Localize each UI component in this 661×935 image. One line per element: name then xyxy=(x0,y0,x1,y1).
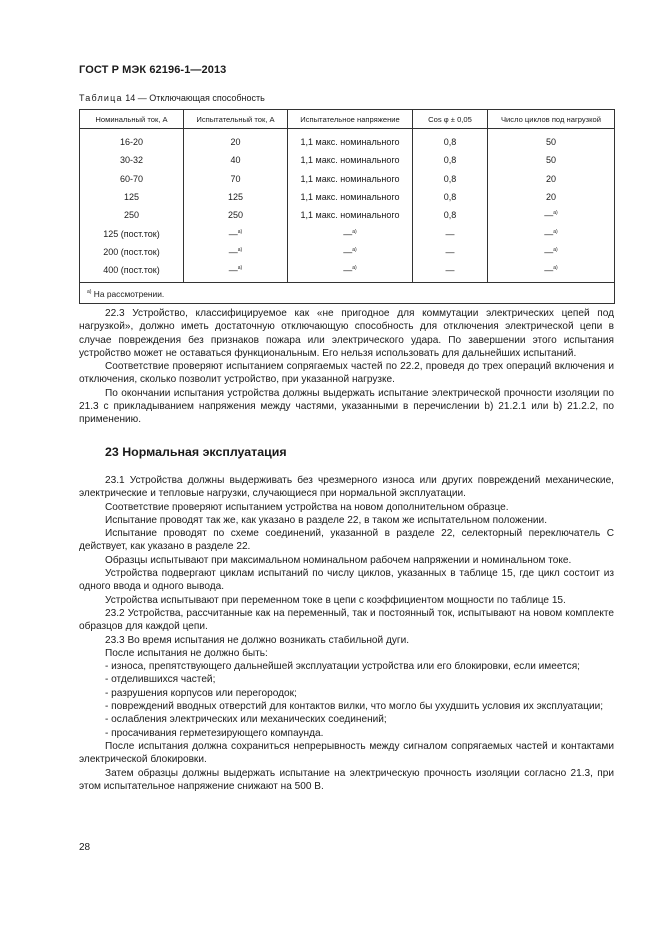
table-cell xyxy=(184,243,288,261)
cell-value: — xyxy=(343,228,353,239)
cell-value: — xyxy=(228,246,238,257)
table-caption-prefix: Таблица xyxy=(79,93,123,103)
paragraph: Устройства испытывают при переменном токе в цепи с коэффициентом мощности по таблице 15. xyxy=(105,594,566,606)
table-cell: 0,8 xyxy=(413,129,488,152)
paragraph: 23.3 Во время испытания не должно возникать стабильной дуги. xyxy=(105,634,410,646)
table-cell: 70 xyxy=(184,170,288,188)
table-cell: 20 xyxy=(488,188,615,206)
table-row xyxy=(80,170,615,188)
table-footnote-row xyxy=(80,283,615,304)
cell-value: — xyxy=(544,210,554,221)
table-cell: 50 xyxy=(488,129,615,152)
table-cell: 250 xyxy=(184,206,288,224)
table-cell: 1,1 макс. номинального xyxy=(288,188,413,206)
list-item: - повреждений вводных отверстий для контактов вилки, что могло бы ухудшить условия их эксплуатации; xyxy=(105,701,604,713)
paragraph: 23.2 Устройства, рассчитанные как на переменный, так и постоянный ток, испытывают на новом комплекте образцов для каждой цепи. xyxy=(79,607,614,633)
table-cell xyxy=(488,224,615,242)
paragraph: Испытание проводят по схеме соединений, указанной в разделе 22, селекторный переключатель С действует, как указано в разделе 22. xyxy=(79,528,614,553)
footnote-ref: a) xyxy=(352,228,357,235)
footnote-ref: a) xyxy=(352,265,357,272)
column-header: Номинальный ток, А xyxy=(80,110,184,129)
table-cell: 0,8 xyxy=(413,151,488,169)
footnote-ref: a) xyxy=(553,246,558,253)
table-cell: 1,1 макс. номинального xyxy=(288,129,413,152)
table-cell: 0,8 xyxy=(413,170,488,188)
table-cell xyxy=(488,243,615,261)
cell-value: — xyxy=(228,228,238,239)
table-cell: 250 xyxy=(80,206,184,224)
table-cell: 200 (пост.ток) xyxy=(80,243,184,261)
table-cell: 1,1 макс. номинального xyxy=(288,206,413,224)
table-row xyxy=(80,224,615,242)
table-cell: — xyxy=(413,261,488,283)
footnote-ref: a) xyxy=(553,265,558,272)
paragraph: Соответствие проверяют испытанием устройства на новом дополнительном образце. xyxy=(105,501,509,513)
table-cell: 1,1 макс. номинального xyxy=(288,151,413,169)
cell-value: — xyxy=(544,246,554,257)
paragraph: 22.3 Устройство, классифицируемое как «не пригодное для коммутации электрических цепей под нагрузкой», должно иметь достаточную отключающую способность для отключения электрической цепи в случае повреждения без признаков пожара или электрического удара. По завершении этого испытания устройство может не оставаться функциональным. Его нельзя использовать для дальнейших испытаний. xyxy=(79,308,614,359)
table-cell: 60-70 xyxy=(80,170,184,188)
paragraph: Затем образцы должны выдержать испытание на электрическую прочность изоляции согласно 21.3, при этом испытательное напряжение снижают на 500 В. xyxy=(79,767,614,792)
footnote-ref: a) xyxy=(352,246,357,253)
column-header: Число циклов под нагрузкой xyxy=(488,110,615,129)
table-cell: 0,8 xyxy=(413,188,488,206)
table-cell: — xyxy=(413,224,488,242)
paragraph: Соответствие проверяют испытанием сопрягаемых частей по 22.2, проведя до трех операций включения и отключения, сколько позволит устройство, при указанной нагрузке. xyxy=(79,361,614,386)
table-cell: 20 xyxy=(184,129,288,152)
document-header: ГОСТ Р МЭК 62196-1—2013 xyxy=(79,64,227,76)
table-cell: 20 xyxy=(488,170,615,188)
table-caption-title: 14 — Отключающая способность xyxy=(122,93,265,103)
paragraph: После испытания должна сохраниться непрерывность между сигналом сопрягаемых частей и контактами электрической блокировки. xyxy=(79,740,614,766)
table-row xyxy=(80,261,615,283)
table-cell xyxy=(288,243,413,261)
table-row xyxy=(80,206,615,224)
cell-value: — xyxy=(228,265,238,276)
table-row xyxy=(80,243,615,261)
table-row xyxy=(80,188,615,206)
table-footnote xyxy=(80,283,615,304)
table-cell: 50 xyxy=(488,151,615,169)
footnote-ref: a) xyxy=(553,228,558,235)
table-cell: 125 xyxy=(184,188,288,206)
footnote-ref: a) xyxy=(237,228,243,235)
list-item: - отделившихся частей; xyxy=(105,674,216,686)
table-cell: 16-20 xyxy=(80,129,184,152)
list-item: - просачивания герметезирующего компаунда. xyxy=(105,727,324,739)
table-cell: 400 (пост.ток) xyxy=(80,261,184,283)
table-cell: 30-32 xyxy=(80,151,184,169)
cell-value: — xyxy=(343,265,353,276)
paragraph: Устройства подвергают циклам испытаний по числу циклов, указанных в таблице 15, где цикл состоит из одного ввода и одного вывода. xyxy=(79,568,614,593)
table-cell: 125 (пост.ток) xyxy=(80,224,184,242)
page-number: 28 xyxy=(79,842,91,853)
table-row xyxy=(80,151,615,169)
paragraph: Образцы испытывают при максимальном номинальном рабочем напряжении и номинальном токе. xyxy=(105,554,572,566)
footnote-ref: a) xyxy=(237,246,243,253)
cell-value: — xyxy=(544,265,554,276)
table-cell xyxy=(288,261,413,283)
table-cell: 40 xyxy=(184,151,288,169)
cell-value: — xyxy=(544,228,554,239)
section-heading: 23 Нормальная эксплуатация xyxy=(105,444,287,459)
table-cell xyxy=(184,261,288,283)
document-body xyxy=(79,307,614,793)
table-cell: 125 xyxy=(80,188,184,206)
table-cell xyxy=(488,261,615,283)
column-header: Испытательный ток, А xyxy=(184,110,288,129)
table-header-row xyxy=(80,110,615,129)
list-item: - износа, препятствующего дальнейшей эксплуатации устройства или его блокировки, если имеется; xyxy=(105,661,580,673)
list-item: - ослабления электрических или механических соединений; xyxy=(105,714,387,726)
table-cell: — xyxy=(413,243,488,261)
table-cell: 0,8 xyxy=(413,206,488,224)
table-cell xyxy=(184,224,288,242)
table-cell xyxy=(488,206,615,224)
footnote-text: На рассмотрении. xyxy=(91,289,165,300)
column-header: Испытательное напряжение xyxy=(288,110,413,129)
footnote-mark: a) xyxy=(87,289,92,296)
breaking-capacity-table xyxy=(79,109,615,304)
table-caption xyxy=(79,93,265,103)
table-cell: 1,1 макс. номинального xyxy=(288,170,413,188)
table-cell xyxy=(288,224,413,242)
paragraph: Испытание проводят так же, как указано в разделе 22, в таком же испытательном положении. xyxy=(105,514,548,526)
paragraph: По окончании испытания устройства должны выдержать испытание электрической прочности изоляции по 21.3 с прикладыванием напряжения между частями, указанными в перечислении b) 21.2.1 или b) 21.2.2, по применению. xyxy=(79,387,614,426)
cell-value: — xyxy=(343,246,353,257)
paragraph: 23.1 Устройства должны выдерживать без чрезмерного износа или других повреждений механические, электрические и тепловые нагрузки, случающиеся при нормальной эксплуатации. xyxy=(79,474,614,500)
footnote-ref: a) xyxy=(237,265,243,272)
paragraph: После испытания не должно быть: xyxy=(105,647,268,659)
footnote-ref: a) xyxy=(553,210,558,217)
list-item: - разрушения корпусов или перегородок; xyxy=(105,687,297,699)
table-row xyxy=(80,129,615,152)
column-header: Cos φ ± 0,05 xyxy=(413,110,488,129)
